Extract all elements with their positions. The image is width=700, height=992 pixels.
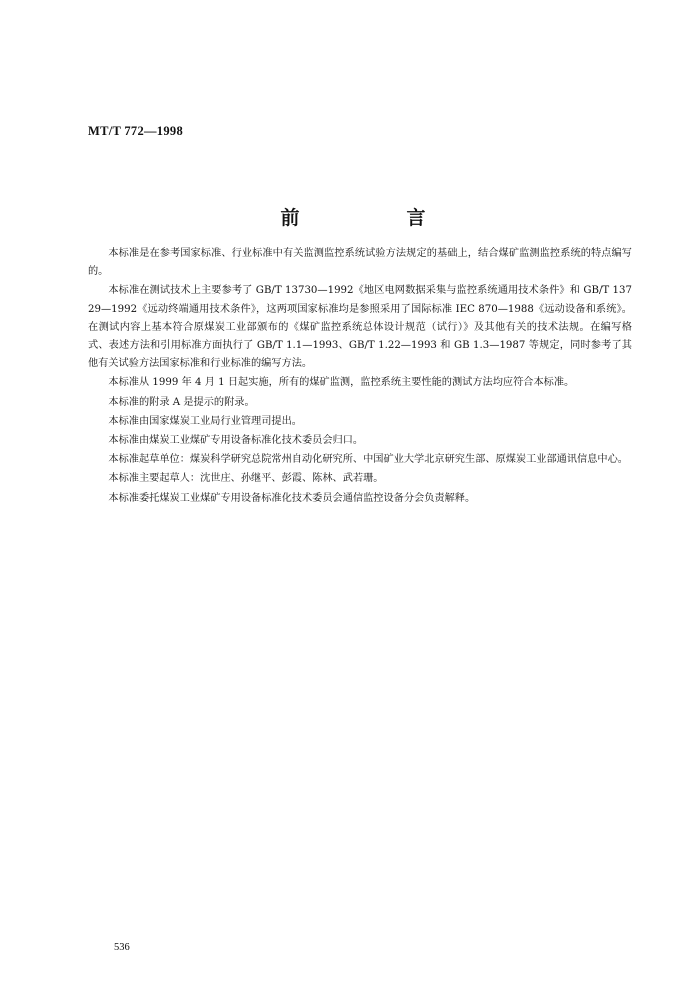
paragraph-proposer: 本标准由国家煤炭工业局行业管理司提出。 [108,415,302,427]
paragraph-drafting-units: 本标准起草单位：煤炭科学研究总院常州自动化研究所、中国矿业大学北京研究生部、原煤炭工业部通讯信息中心。 [108,454,628,466]
paragraph-interpretation: 本标准委托煤炭工业煤矿专用设备标准化技术委员会通信监控设备分会负责解释。 [108,492,476,504]
standard-code: MT/T 772—1998 [88,124,183,138]
paragraph-appendix: 本标准的附录 A 是提示的附录。 [108,396,255,408]
paragraph-references: 本标准在测试技术上主要参考了 GB/T 13730—1992《地区电网数据采集与监控系统通用技术条件》和 GB/T 13729—1992《远动终端通用技术条件》，这两项国家标准均是参照采用了国际标准 IEC 870—1988《远动设备和系统》。在测试内容上基本符合原煤炭工业部颁布的《煤矿监控系统总体设计规范（试行）》及其他有关的技术法规。在编写格式、表述方法和引用标准方面执行了 GB/T 1.1—1993、GB/T 1.22—1993 和 GB 1.3—1987 等规定，同时参考了其他有关试验方法国家标准和行业标准的编写方法。 [88,285,632,370]
paragraph-committee: 本标准由煤炭工业煤矿专用设备标准化技术委员会归口。 [108,435,364,447]
paragraph-drafters: 本标准主要起草人：沈世庄、孙继平、彭霞、陈林、武若珊。 [108,473,384,485]
paragraph-effective-date: 本标准从 1999 年 4 月 1 日起实施，所有的煤矿监测，监控系统主要性能的测试方法均应符合本标准。 [108,377,575,389]
page-number: 536 [114,942,130,953]
page-title: 前 言 [280,207,470,229]
foreword-body [88,245,632,509]
paragraph-basis: 本标准是在参考国家标准、行业标准中有关监测监控系统试验方法规定的基础上，结合煤矿监测监控系统的特点编写的。 [88,248,632,278]
